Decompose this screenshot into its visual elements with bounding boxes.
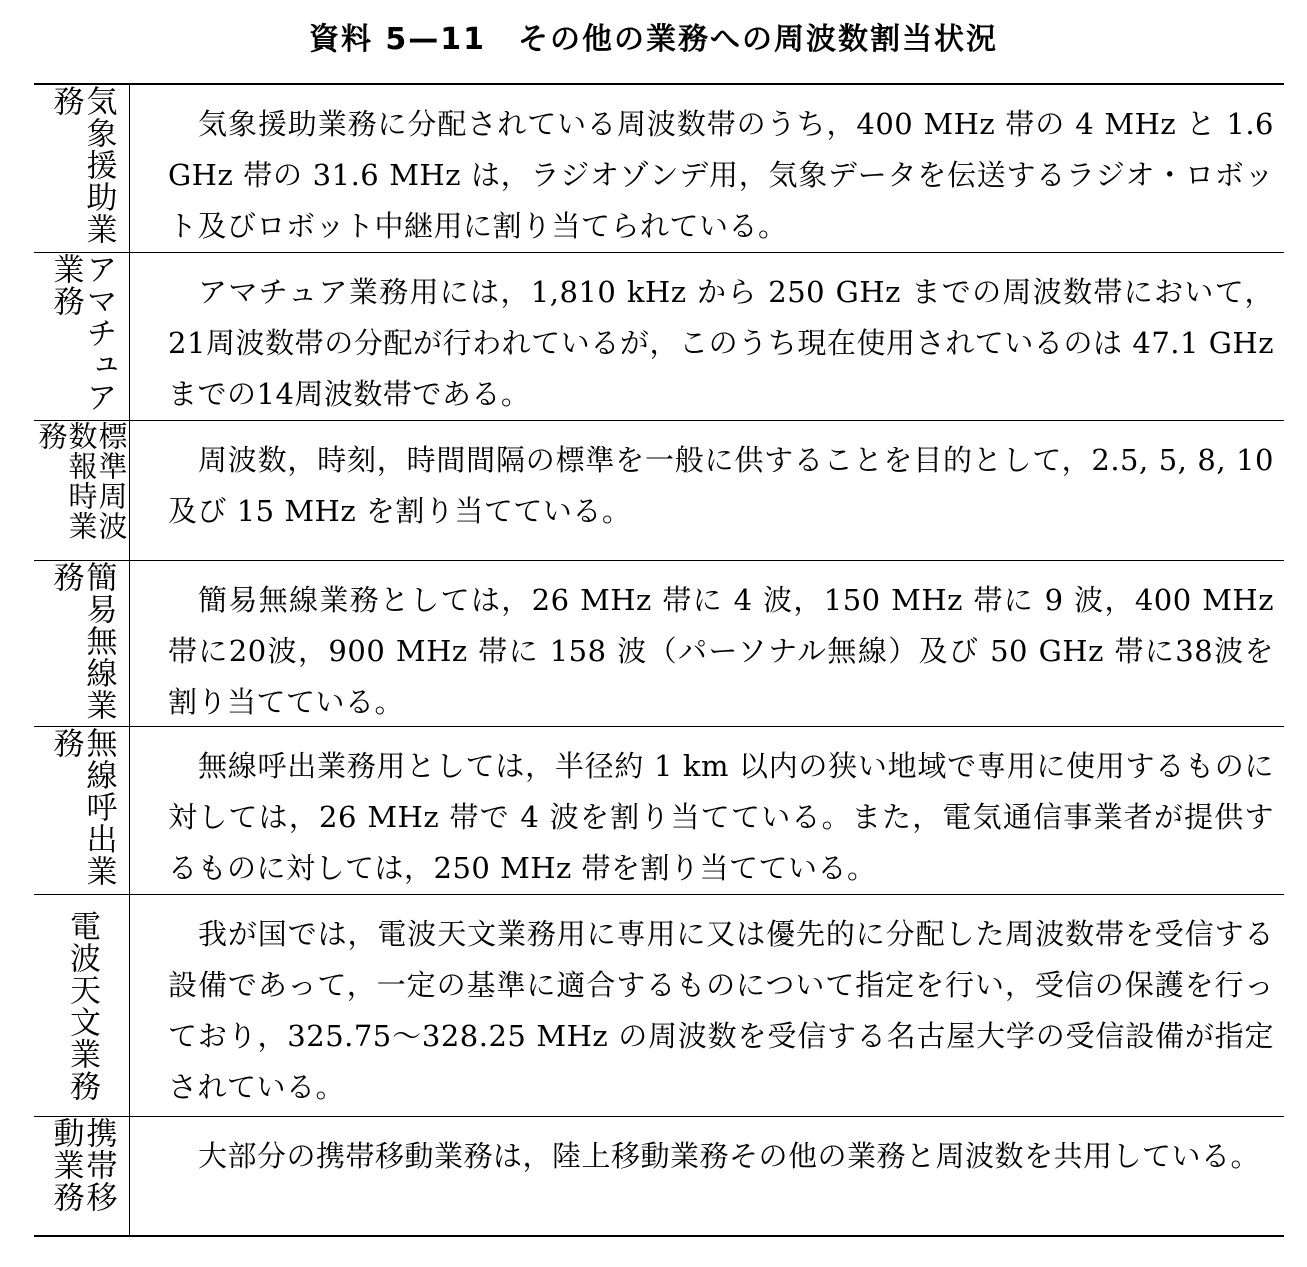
- row-label: 気象援助業務: [47, 85, 117, 245]
- table-row: [34, 727, 1284, 895]
- row-description: 周波数，時刻，時間間隔の標準を一般に供することを目的として，2.5, 5, 8, 10 及び 15 MHz を割り当てている。: [168, 443, 1274, 528]
- row-label: 無線呼出業務: [47, 727, 117, 887]
- row-label: 携帯移動業務: [47, 1117, 117, 1213]
- table-row: [34, 253, 1284, 421]
- table-row: [34, 85, 1284, 253]
- row-label-cell: [34, 85, 130, 252]
- row-description: 気象援助業務に分配されている周波数帯のうち，400 MHz 帯の 4 MHz と 1.6 GHz 帯の 31.6 MHz は，ラジオゾンデ用，気象データを伝送するラジオ・ロボット及びロボット中継用に割り当てられている。: [168, 107, 1274, 243]
- page-title: 資料 5—11 その他の業務への周波数割当状況: [308, 22, 999, 57]
- row-label: 標準周波数報時業務: [34, 421, 129, 541]
- row-description: 簡易無線業務としては，26 MHz 帯に 4 波，150 MHz 帯に 9 波，400 MHz 帯に20波，900 MHz 帯に 158 波（パーソナル無線）及び 50 GHz 帯に38波を割り当てている。: [168, 583, 1274, 719]
- row-label-cell: [34, 1117, 130, 1235]
- row-label: 簡易無線業務: [47, 561, 117, 721]
- table-row: [34, 895, 1284, 1117]
- row-description: 大部分の携帯移動業務は，陸上移動業務その他の業務と周波数を共用している。: [198, 1139, 1261, 1173]
- row-label-cell: [34, 253, 130, 420]
- table-row: [34, 421, 1284, 561]
- row-label-cell: [34, 895, 130, 1116]
- row-description: 無線呼出業務用としては，半径約 1 km 以内の狭い地域で専用に使用するものに対しては，26 MHz 帯で 4 波を割り当てている。また，電気通信事業者が提供するものに対しては，250 MHz 帯を割り当てている。: [168, 749, 1274, 885]
- table-row: [34, 1117, 1284, 1237]
- allocation-table: [34, 83, 1284, 1237]
- table-row: [34, 561, 1284, 727]
- row-label: アマチュア業務: [47, 253, 117, 413]
- row-description: 我が国では，電波天文業務用に専用に又は優先的に分配した周波数帯を受信する設備であって，一定の基準に適合するものについて指定を行い，受信の保護を行っており，325.75～328.25 MHz の周波数を受信する名古屋大学の受信設備が指定されている。: [168, 917, 1274, 1104]
- row-label-cell: [34, 727, 130, 894]
- row-description: アマチュア業務用には，1,810 kHz から 250 GHz までの周波数帯において，21周波数帯の分配が行われているが，このうち現在使用されているのは 47.1 GHz までの14周波数帯である。: [168, 275, 1274, 411]
- row-label: 電波天文業務: [64, 909, 100, 1102]
- row-label-cell: [34, 561, 130, 726]
- row-label-cell: [34, 421, 130, 560]
